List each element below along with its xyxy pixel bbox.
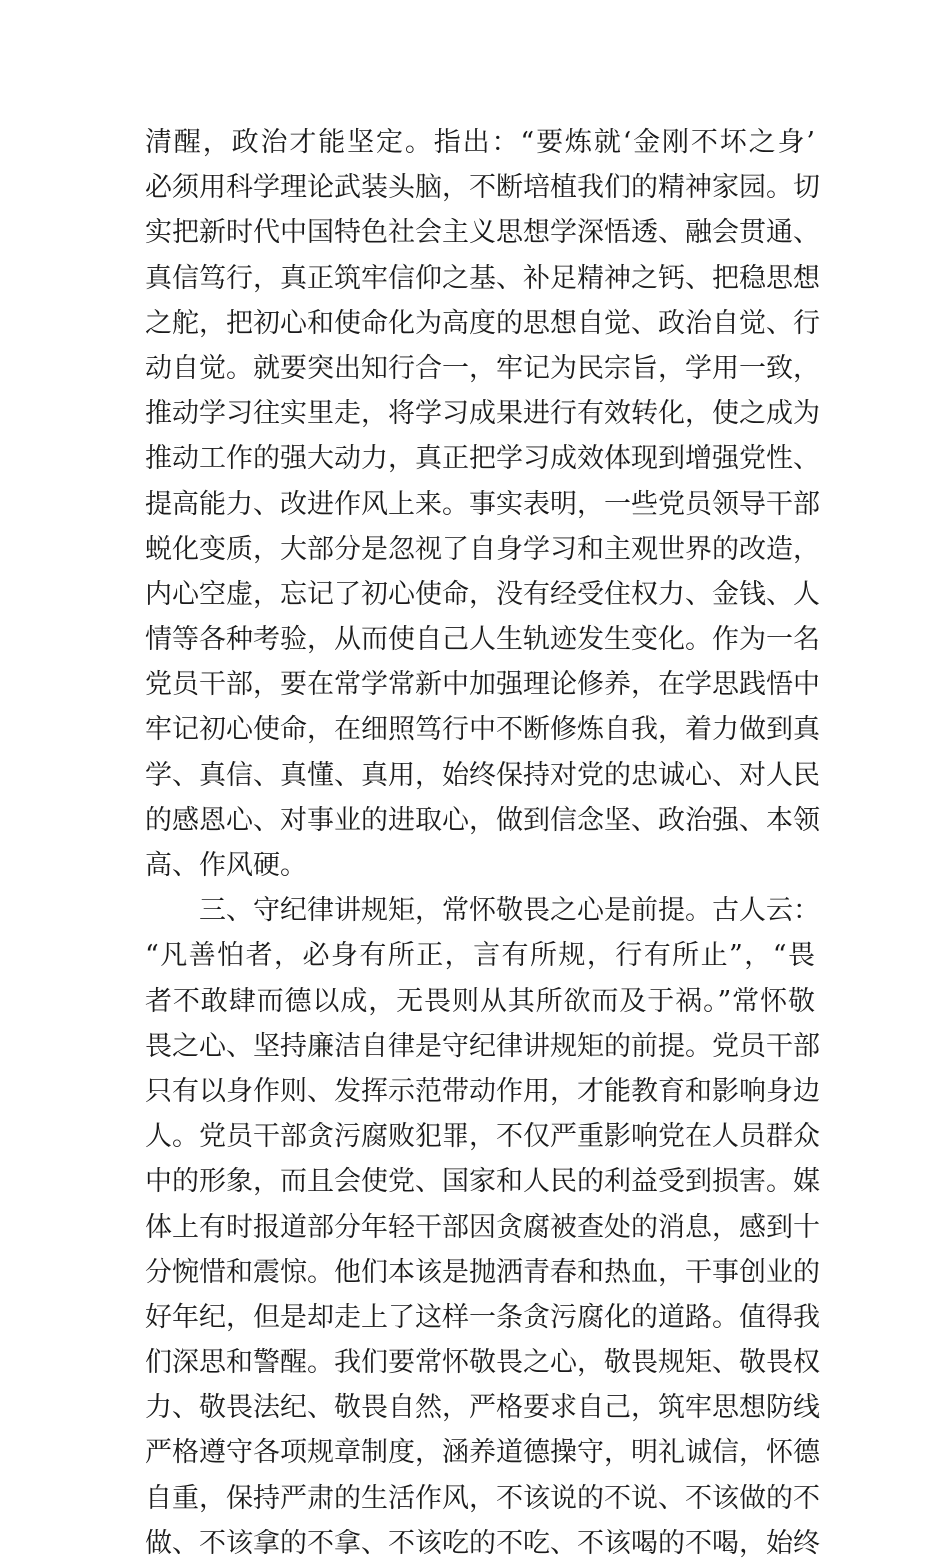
text-line: 人。党员干部贪污腐败犯罪，不仅严重影响党在人员群众 [145,1121,820,1153]
text-line: 清醒，政治才能坚定。指出：“要炼就‘金刚不坏之身’ [145,127,815,158]
document-body [145,120,820,1566]
text-line: 动自觉。就要突出知行合一，牢记为民宗旨，学用一致， [145,352,820,384]
text-line: 们深思和警醒。我们要常怀敬畏之心，敬畏规矩、敬畏权 [145,1347,820,1379]
text-line: 的感恩心、对事业的进取心，做到信念坚、政治强、本领 [145,804,820,836]
text-line: 之舵，把初心和使命化为高度的思想自觉、政治自觉、行 [145,307,820,339]
text-line: 实把新时代中国特色社会主义思想学深悟透、融会贯通、 [145,217,820,249]
text-line: 党员干部，要在常学常新中加强理论修养，在学思践悟中 [145,669,820,701]
text-line: 蜕化变质，大部分是忽视了自身学习和主观世界的改造， [145,533,820,565]
text-line: 提高能力、改进作风上来。事实表明，一些党员领导干部 [145,488,820,520]
text-line: 牢记初心使命，在细照笃行中不断修炼自我，着力做到真 [145,714,820,746]
text-line: 做、不该拿的不拿、不该吃的不吃、不该喝的不喝，始终 [145,1527,820,1559]
text-line: 畏之心、坚持廉洁自律是守纪律讲规矩的前提。党员干部 [145,1030,820,1062]
text-line: 推动工作的强大动力，真正把学习成效体现到增强党性、 [145,443,820,475]
text-line: 自重，保持严肃的生活作风，不该说的不说、不该做的不 [145,1482,820,1514]
text-line: 中的形象，而且会使党、国家和人民的利益受到损害。媒 [145,1166,820,1198]
text-line: 分惋惜和震惊。他们本该是抛洒青春和热血，干事创业的 [145,1256,820,1288]
text-line: 三、守纪律讲规矩，常怀敬畏之心是前提。古人云： [145,895,820,927]
text-line: 推动学习往实里走，将学习成果进行有效转化，使之成为 [145,398,820,430]
text-line: 必须用科学理论武装头脑，不断培植我们的精神家园。切 [145,172,820,204]
text-line: 内心空虚，忘记了初心使命，没有经受住权力、金钱、人 [145,578,820,610]
text-line: 真信笃行，真正筑牢信仰之基、补足精神之钙、把稳思想 [145,262,820,294]
text-line: 体上有时报道部分年轻干部因贪腐被查处的消息，感到十 [145,1211,820,1243]
text-line: 力、敬畏法纪、敬畏自然，严格要求自己，筑牢思想防线 [145,1392,820,1424]
text-line: “凡善怕者，必身有所正，言有所规，行有所止”，“畏 [145,940,815,972]
text-line: 情等各种考验，从而使自己人生轨迹发生变化。作为一名 [145,624,820,656]
text-line: 者不敢肆而德以成，无畏则从其所欲而及于祸。”常怀敬 [145,985,815,1017]
text-line: 只有以身作则、发挥示范带动作用，才能教育和影响身边 [145,1075,820,1107]
text-line: 高、作风硬。 [145,850,307,881]
text-line: 好年纪，但是却走上了这样一条贪污腐化的道路。值得我 [145,1301,820,1333]
text-line: 严格遵守各项规章制度，涵养道德操守，明礼诚信，怀德 [145,1437,820,1469]
text-line: 学、真信、真懂、真用，始终保持对党的忠诚心、对人民 [145,759,820,791]
